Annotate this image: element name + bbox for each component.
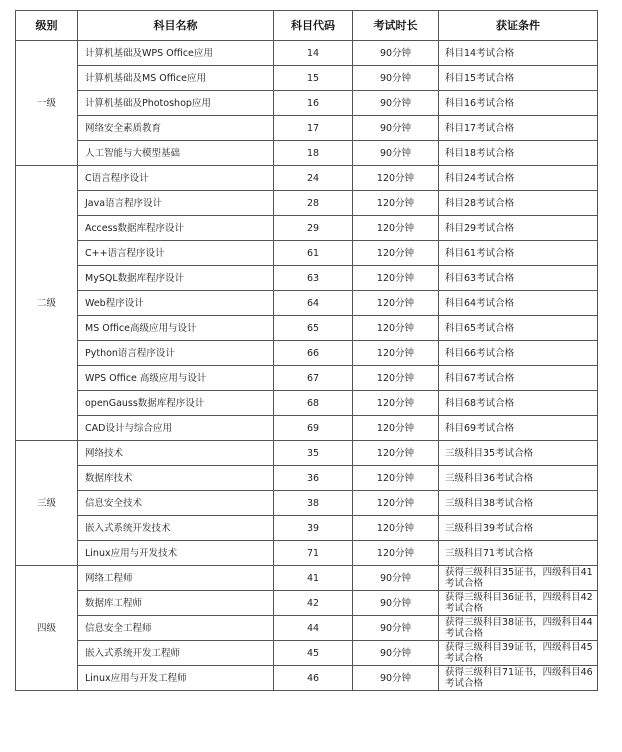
subject-name-cell: 计算机基础及Photoshop应用 — [78, 91, 274, 116]
certification-condition-cell: 科目69考试合格 — [439, 416, 598, 441]
subject-code-cell: 24 — [274, 166, 353, 191]
subject-name-cell: WPS Office 高级应用与设计 — [78, 366, 274, 391]
subject-name-cell: C语言程序设计 — [78, 166, 274, 191]
subject-name-cell: 信息安全工程师 — [78, 616, 274, 641]
subject-code-cell: 35 — [274, 441, 353, 466]
certification-condition-cell: 三级科目39考试合格 — [439, 516, 598, 541]
exam-duration-cell: 120分钟 — [353, 216, 439, 241]
exam-duration-cell: 120分钟 — [353, 266, 439, 291]
certification-condition-cell: 科目28考试合格 — [439, 191, 598, 216]
certification-condition-cell: 获得三级科目38证书，四级科目44考试合格 — [439, 616, 598, 641]
exam-duration-cell: 120分钟 — [353, 466, 439, 491]
table-row — [16, 616, 598, 641]
subject-code-cell: 16 — [274, 91, 353, 116]
header-certification-condition: 获证条件 — [439, 11, 598, 41]
exam-subjects-table — [15, 10, 598, 691]
subject-name-cell: 网络安全素质教育 — [78, 116, 274, 141]
exam-duration-cell: 120分钟 — [353, 441, 439, 466]
certification-condition-cell: 科目67考试合格 — [439, 366, 598, 391]
subject-code-cell: 15 — [274, 66, 353, 91]
certification-condition-cell: 科目16考试合格 — [439, 91, 598, 116]
subject-name-cell: 计算机基础及WPS Office应用 — [78, 41, 274, 66]
header-exam-duration: 考试时长 — [353, 11, 439, 41]
exam-duration-cell: 120分钟 — [353, 516, 439, 541]
exam-duration-cell: 120分钟 — [353, 316, 439, 341]
subject-code-cell: 14 — [274, 41, 353, 66]
table-header — [16, 11, 598, 41]
certification-condition-cell: 科目18考试合格 — [439, 141, 598, 166]
header-subject-name: 科目名称 — [78, 11, 274, 41]
subject-name-cell: Access数据库程序设计 — [78, 216, 274, 241]
subject-code-cell: 64 — [274, 291, 353, 316]
exam-duration-cell: 120分钟 — [353, 491, 439, 516]
subject-code-cell: 45 — [274, 641, 353, 666]
subject-name-cell: CAD设计与综合应用 — [78, 416, 274, 441]
table-row — [16, 291, 598, 316]
exam-duration-cell: 90分钟 — [353, 116, 439, 141]
certification-condition-cell: 三级科目71考试合格 — [439, 541, 598, 566]
table-row — [16, 391, 598, 416]
certification-condition-cell: 科目64考试合格 — [439, 291, 598, 316]
level-cell: 四级 — [16, 566, 78, 691]
subject-code-cell: 66 — [274, 341, 353, 366]
subject-code-cell: 28 — [274, 191, 353, 216]
exam-duration-cell: 90分钟 — [353, 641, 439, 666]
certification-condition-cell: 三级科目36考试合格 — [439, 466, 598, 491]
exam-duration-cell: 90分钟 — [353, 566, 439, 591]
table-row — [16, 491, 598, 516]
table-row — [16, 416, 598, 441]
subject-code-cell: 29 — [274, 216, 353, 241]
certification-condition-cell: 获得三级科目36证书，四级科目42考试合格 — [439, 591, 598, 616]
certification-condition-cell: 科目14考试合格 — [439, 41, 598, 66]
subject-code-cell: 63 — [274, 266, 353, 291]
certification-condition-cell: 科目68考试合格 — [439, 391, 598, 416]
table-row — [16, 116, 598, 141]
table-row — [16, 141, 598, 166]
table-row — [16, 541, 598, 566]
table-row — [16, 216, 598, 241]
certification-condition-cell: 科目66考试合格 — [439, 341, 598, 366]
subject-name-cell: Java语言程序设计 — [78, 191, 274, 216]
certification-condition-cell: 科目29考试合格 — [439, 216, 598, 241]
exam-duration-cell: 120分钟 — [353, 191, 439, 216]
table-row — [16, 441, 598, 466]
subject-code-cell: 44 — [274, 616, 353, 641]
table-row — [16, 591, 598, 616]
table-row — [16, 91, 598, 116]
exam-duration-cell: 90分钟 — [353, 141, 439, 166]
exam-duration-cell: 120分钟 — [353, 366, 439, 391]
table-body — [16, 41, 598, 691]
table-row — [16, 166, 598, 191]
subject-name-cell: openGauss数据库程序设计 — [78, 391, 274, 416]
subject-code-cell: 36 — [274, 466, 353, 491]
certification-condition-cell: 科目63考试合格 — [439, 266, 598, 291]
table-row — [16, 266, 598, 291]
subject-code-cell: 71 — [274, 541, 353, 566]
exam-duration-cell: 120分钟 — [353, 341, 439, 366]
subject-code-cell: 67 — [274, 366, 353, 391]
subject-name-cell: 数据库技术 — [78, 466, 274, 491]
level-cell: 三级 — [16, 441, 78, 566]
subject-name-cell: 嵌入式系统开发工程师 — [78, 641, 274, 666]
level-cell: 一级 — [16, 41, 78, 166]
exam-duration-cell: 120分钟 — [353, 241, 439, 266]
table-row — [16, 466, 598, 491]
table-row — [16, 366, 598, 391]
table-row — [16, 191, 598, 216]
subject-code-cell: 68 — [274, 391, 353, 416]
header-subject-code: 科目代码 — [274, 11, 353, 41]
subject-code-cell: 41 — [274, 566, 353, 591]
subject-name-cell: MySQL数据库程序设计 — [78, 266, 274, 291]
subject-name-cell: Web程序设计 — [78, 291, 274, 316]
subject-name-cell: 嵌入式系统开发技术 — [78, 516, 274, 541]
exam-duration-cell: 120分钟 — [353, 416, 439, 441]
subject-name-cell: 人工智能与大模型基础 — [78, 141, 274, 166]
table-row — [16, 516, 598, 541]
table-row — [16, 341, 598, 366]
certification-condition-cell: 三级科目35考试合格 — [439, 441, 598, 466]
certification-condition-cell: 科目17考试合格 — [439, 116, 598, 141]
subject-code-cell: 69 — [274, 416, 353, 441]
exam-duration-cell: 90分钟 — [353, 591, 439, 616]
subject-name-cell: C++语言程序设计 — [78, 241, 274, 266]
subject-code-cell: 65 — [274, 316, 353, 341]
subject-name-cell: 信息安全技术 — [78, 491, 274, 516]
subject-name-cell: 计算机基础及MS Office应用 — [78, 66, 274, 91]
subject-code-cell: 18 — [274, 141, 353, 166]
header-level: 级别 — [16, 11, 78, 41]
subject-code-cell: 61 — [274, 241, 353, 266]
exam-duration-cell: 120分钟 — [353, 166, 439, 191]
subject-name-cell: MS Office高级应用与设计 — [78, 316, 274, 341]
table-row — [16, 666, 598, 691]
subject-name-cell: 网络工程师 — [78, 566, 274, 591]
certification-condition-cell: 科目15考试合格 — [439, 66, 598, 91]
exam-duration-cell: 120分钟 — [353, 391, 439, 416]
table-row — [16, 66, 598, 91]
table-row — [16, 316, 598, 341]
certification-condition-cell: 科目24考试合格 — [439, 166, 598, 191]
certification-condition-cell: 科目61考试合格 — [439, 241, 598, 266]
exam-duration-cell: 90分钟 — [353, 41, 439, 66]
table-row — [16, 41, 598, 66]
header-row — [16, 11, 598, 41]
certification-condition-cell: 三级科目38考试合格 — [439, 491, 598, 516]
exam-duration-cell: 120分钟 — [353, 291, 439, 316]
table-row — [16, 241, 598, 266]
subject-code-cell: 46 — [274, 666, 353, 691]
certification-condition-cell: 获得三级科目39证书，四级科目45考试合格 — [439, 641, 598, 666]
exam-duration-cell: 90分钟 — [353, 91, 439, 116]
certification-condition-cell: 科目65考试合格 — [439, 316, 598, 341]
subject-code-cell: 17 — [274, 116, 353, 141]
subject-name-cell: 数据库工程师 — [78, 591, 274, 616]
subject-name-cell: Linux应用与开发技术 — [78, 541, 274, 566]
subject-code-cell: 39 — [274, 516, 353, 541]
exam-duration-cell: 90分钟 — [353, 616, 439, 641]
subject-name-cell: 网络技术 — [78, 441, 274, 466]
exam-duration-cell: 90分钟 — [353, 66, 439, 91]
exam-duration-cell: 120分钟 — [353, 541, 439, 566]
table-row — [16, 566, 598, 591]
level-cell: 二级 — [16, 166, 78, 441]
subject-name-cell: Linux应用与开发工程师 — [78, 666, 274, 691]
subject-name-cell: Python语言程序设计 — [78, 341, 274, 366]
certification-condition-cell: 获得三级科目71证书，四级科目46考试合格 — [439, 666, 598, 691]
exam-duration-cell: 90分钟 — [353, 666, 439, 691]
subject-code-cell: 38 — [274, 491, 353, 516]
table-row — [16, 641, 598, 666]
certification-condition-cell: 获得三级科目35证书，四级科目41考试合格 — [439, 566, 598, 591]
subject-code-cell: 42 — [274, 591, 353, 616]
